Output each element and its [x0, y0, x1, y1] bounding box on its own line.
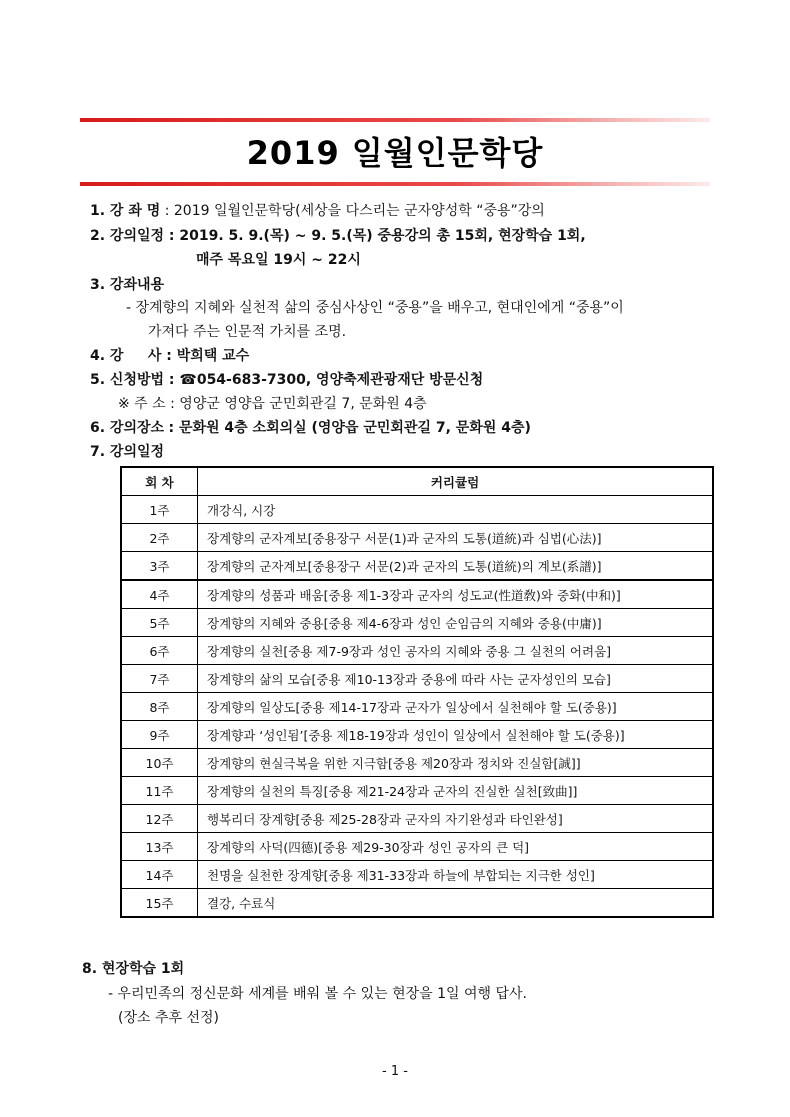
curriculum-cell: 결강, 수료식	[198, 889, 714, 918]
table-row	[121, 805, 713, 833]
session-cell: 7주	[121, 665, 198, 693]
table-row	[121, 609, 713, 637]
table-row	[121, 889, 713, 918]
session-cell: 13주	[121, 833, 198, 861]
course-name-label: 1. 강 좌 명	[90, 203, 161, 219]
table-row	[121, 833, 713, 861]
session-cell: 5주	[121, 609, 198, 637]
curriculum-cell: 행복리더 장계향[중용 제25-28장과 군자의 자기완성과 타인완성]	[198, 805, 714, 833]
header-session: 회 차	[121, 467, 198, 496]
table-row	[121, 861, 713, 889]
schedule-line2: 매주 목요일 19시 ~ 22시	[196, 252, 361, 268]
lecturer-label: 4. 강 사 :	[90, 348, 172, 364]
table-row	[121, 665, 713, 693]
venue-row	[90, 417, 531, 437]
table-row	[121, 721, 713, 749]
venue-label: 6. 강의장소	[90, 420, 165, 436]
course-name-row	[90, 200, 545, 220]
table-header-row	[121, 467, 713, 496]
apply-row	[90, 369, 483, 389]
session-cell: 12주	[121, 805, 198, 833]
table-row	[121, 524, 713, 552]
content-line2: 가져다 주는 인문적 가치를 조명.	[148, 324, 347, 340]
apply-label: 5. 신청방법 :	[90, 372, 175, 388]
field-trip-line2: (장소 추후 선정)	[118, 1010, 219, 1026]
top-red-rule	[80, 118, 710, 122]
session-cell: 10주	[121, 749, 198, 777]
content-line1: - 장계향의 지혜와 실천적 삶의 중심사상인 “중용”을 배우고, 현대인에게 “중용”이	[126, 300, 624, 316]
table-row	[121, 496, 713, 524]
curriculum-cell: 개강식, 시강	[198, 496, 714, 524]
curriculum-cell: 장계향의 실천의 특징[중용 제21-24장과 군자의 진실한 실천[致曲]]	[198, 777, 714, 805]
table-row	[121, 552, 713, 581]
session-cell: 15주	[121, 889, 198, 918]
curriculum-cell: 장계향의 지혜와 중용[중용 제4-6장과 성인 순임금의 지혜와 중용(中庸)]	[198, 609, 714, 637]
page-number: - 1 -	[382, 1064, 408, 1079]
field-trip-line1: - 우리민족의 정신문화 세계를 배워 볼 수 있는 현장을 1일 여행 답사.	[108, 986, 527, 1002]
session-cell: 2주	[121, 524, 198, 552]
table-row	[121, 749, 713, 777]
table-row	[121, 580, 713, 609]
curriculum-cell: 장계향의 현실극복을 위한 지극함[중용 제20장과 정치와 진실함[誠]]	[198, 749, 714, 777]
session-cell: 14주	[121, 861, 198, 889]
session-cell: 4주	[121, 580, 198, 609]
plan-label: 7. 강의일정	[90, 444, 165, 460]
curriculum-cell: 장계향의 성품과 배움[중용 제1-3장과 군자의 성도교(性道敎)와 중화(中和)]	[198, 580, 714, 609]
venue-value: : 문화원 4층 소회의실 (영양읍 군민회관길 7, 문화원 4층)	[168, 420, 531, 436]
address-line: ※ 주 소 : 영양군 영양읍 군민회관길 7, 문화원 4층	[118, 396, 427, 412]
curriculum-cell: 장계향의 실천[중용 제7-9장과 성인 공자의 지혜와 중용 그 실천의 어려움]	[198, 637, 714, 665]
lecturer-row	[90, 345, 249, 365]
content-label: 3. 강좌내용	[90, 277, 165, 293]
header-curriculum: 커리큘럼	[198, 467, 714, 496]
session-cell: 6주	[121, 637, 198, 665]
curriculum-cell: 장계향의 일상도[중용 제14-17장과 군자가 일상에서 실천해야 할 도(중용)]	[198, 693, 714, 721]
schedule-label: 2. 강의일정 :	[90, 228, 175, 244]
schedule-row	[90, 225, 586, 245]
table-row	[121, 637, 713, 665]
schedule-line1: 2019. 5. 9.(목) ~ 9. 5.(목) 중용강의 총 15회, 현장학습 1회,	[179, 228, 586, 244]
apply-value: ☎054-683-7300, 영양축제관광재단 방문신청	[179, 372, 484, 388]
session-cell: 1주	[121, 496, 198, 524]
session-cell: 3주	[121, 552, 198, 581]
bottom-red-rule	[80, 182, 710, 186]
session-cell: 8주	[121, 693, 198, 721]
table-row	[121, 777, 713, 805]
curriculum-cell: 장계향과 ‘성인됨’[중용 제18-19장과 성인이 일상에서 실천해야 할 도(중용)]	[198, 721, 714, 749]
table-row	[121, 693, 713, 721]
session-cell: 11주	[121, 777, 198, 805]
curriculum-cell: 장계향의 사덕(四德)[중용 제29-30장과 성인 공자의 큰 덕]	[198, 833, 714, 861]
curriculum-table	[120, 466, 714, 918]
curriculum-cell: 장계향의 군자계보[중용장구 서문(2)과 군자의 도통(道統)의 계보(系譜)]	[198, 552, 714, 581]
field-trip-label: 8. 현장학습 1회	[82, 961, 185, 977]
curriculum-cell: 천명을 실천한 장계향[중용 제31-33장과 하늘에 부합되는 지극한 성인]	[198, 861, 714, 889]
lecturer-value: 박희택 교수	[176, 348, 250, 364]
course-name-value: : 2019 일월인문학당(세상을 다스리는 군자양성학 “중용”강의	[164, 203, 545, 219]
page-title: 2019 일월인문학당	[246, 134, 544, 172]
curriculum-cell: 장계향의 삶의 모습[중용 제10-13장과 중용에 따라 사는 군자성인의 모습]	[198, 665, 714, 693]
curriculum-cell: 장계향의 군자계보[중용장구 서문(1)과 군자의 도통(道統)과 심법(心法)]	[198, 524, 714, 552]
session-cell: 9주	[121, 721, 198, 749]
